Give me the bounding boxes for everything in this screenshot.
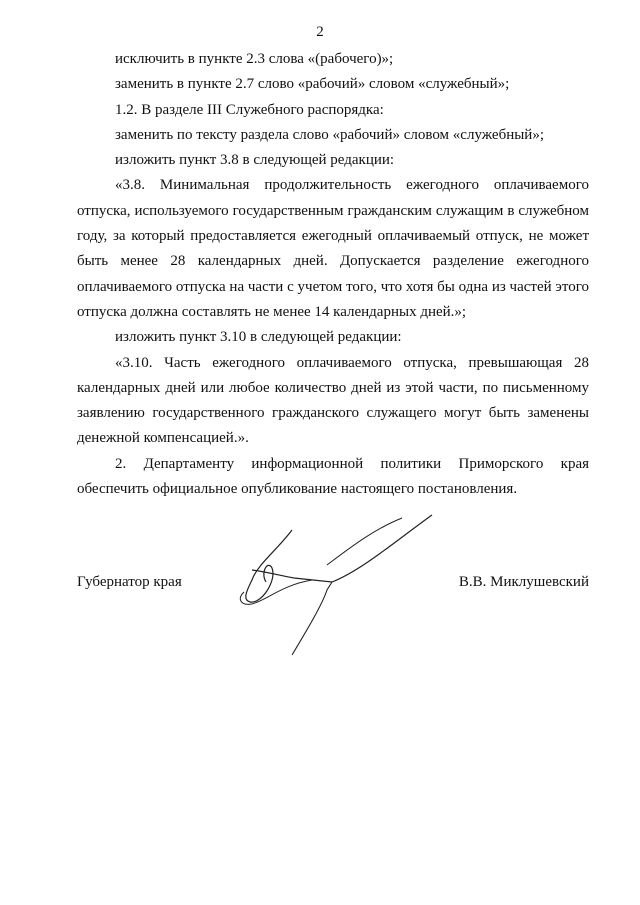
quote-paragraph-3-8: «3.8. Минимальная продолжительность ежегодного оплачиваемого отпуска, используемого государственным гражданским служащим в служебном году, за который предоставляется ежегодный оплачиваемый отпуск, не может быть менее 28 календарных дней. Допускается разделение ежегодного оплачиваемого отпуска на части с учетом того, что хотя бы одна из частей этого отпуска должна составлять не менее 14 календарных дней.»; [77, 177, 589, 320]
signer-name: В.В. Миклушевский [458, 574, 589, 590]
page-number: 2 [316, 24, 324, 40]
signer-title: Губернатор края [77, 574, 182, 590]
paragraph-line-3-10: изложить пункт 3.10 в следующей редакции: [115, 329, 402, 346]
paragraph-line-5: изложить пункт 3.8 в следующей редакции: [115, 152, 395, 169]
paragraph-item-2: 2. Департаменту информационной политики Приморского края обеспечить официальное опубликование настоящего постановления. [77, 455, 589, 498]
paragraph-line-4: заменить по тексту раздела слово «рабочий» словом «служебный»; [115, 126, 545, 143]
paragraph-line-1: исключить в пункте 2.3 слова «(рабочего)»; [115, 51, 394, 67]
document-body [77, 47, 589, 502]
quote-paragraph-3-10: «3.10. Часть ежегодного оплачиваемого отпуска, превышающая 28 календарных дней или любое количество дней из этой части, по письменному заявлению государственного гражданского служащего могут быть заменены денежной компенсацией.». [77, 354, 589, 447]
handwritten-signature [222, 510, 442, 660]
paragraph-line-3: 1.2. В разделе III Служебного распорядка: [115, 101, 384, 118]
paragraph-line-2: заменить в пункте 2.7 слово «рабочий» словом «служебный»; [115, 76, 510, 93]
